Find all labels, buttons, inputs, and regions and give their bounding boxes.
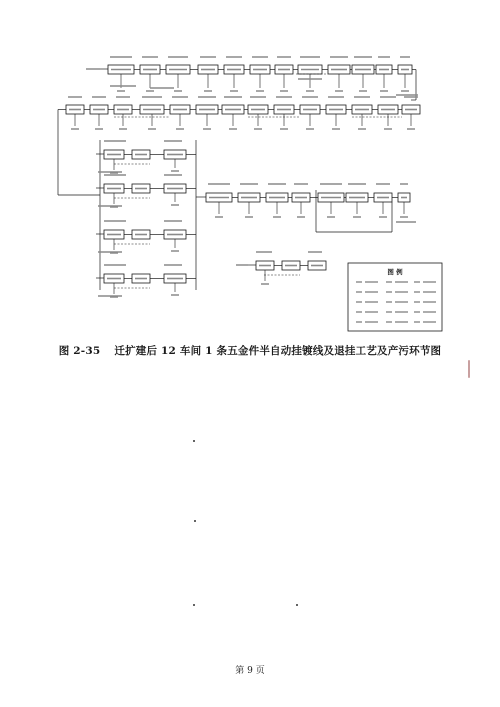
figure-caption-text: 迁扩建后 12 车间 1 条五金件半自动挂镀线及退挂工艺及产污环节图 — [114, 345, 442, 357]
page-footer: 第 9 页 — [235, 666, 265, 676]
scan-speck — [296, 604, 298, 606]
figure-number: 图 2-35 — [58, 345, 101, 357]
legend-title: 图 例 — [387, 268, 403, 276]
legend-rows — [356, 282, 436, 322]
scan-speck — [193, 440, 195, 442]
scan-speck — [194, 520, 196, 522]
process-flow-diagram — [0, 0, 500, 340]
flow-diagram-layer — [58, 57, 420, 297]
figure-caption — [0, 343, 500, 358]
scan-speck — [193, 604, 195, 606]
scan-edge-mark — [468, 360, 470, 378]
legend-box — [348, 263, 442, 331]
